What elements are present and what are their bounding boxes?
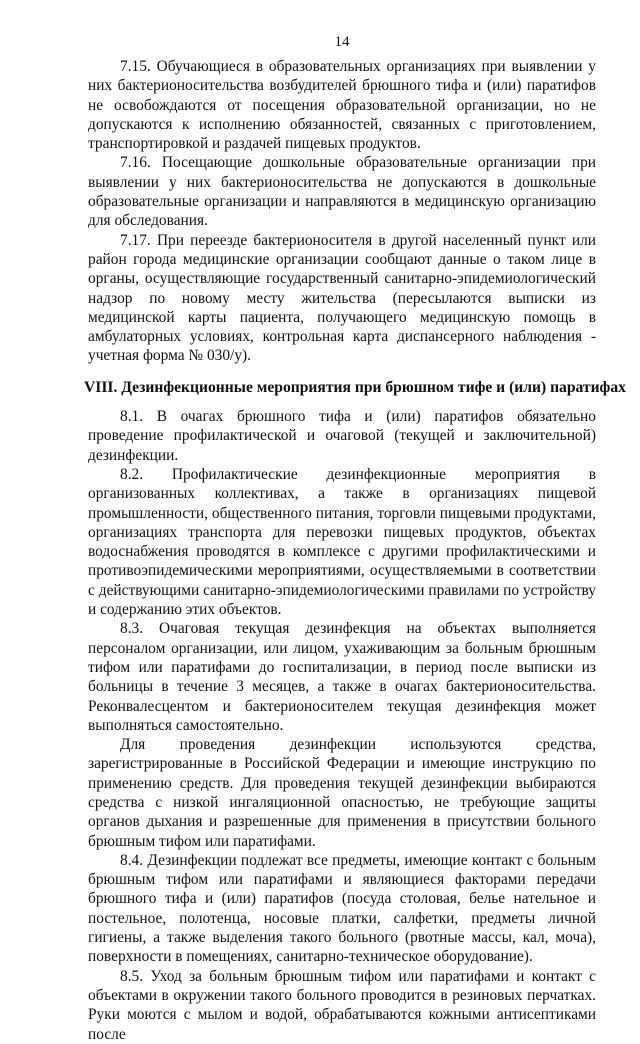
paragraph-8-2: 8.2. Профилактические дезинфекционные мероприятия в организованных коллективах, а также в организациях пищевой промышленности, общественного питания, торговли пищевыми продуктами, организациях транспорта для перевозки пищевых продуктов, объектах водоснабжения проводятся в комплексе с другими профилактическими и противоэпидемическими мероприятиями, осуществляемыми в соответствии с действующими санитарно-эпидемиологическими правилами по устройству и содержанию этих объектов. bbox=[88, 465, 596, 619]
paragraph-8-5: 8.5. Уход за больным брюшным тифом или паратифами и контакт с объектами в окружении такого больного проводится в резиновых перчатках. Руки моются с мылом и водой, обрабатываются кожными антисептиками после bbox=[88, 967, 596, 1043]
paragraph-7-16: 7.16. Посещающие дошкольные образовательные организации при выявлении у них бактерионосительства не допускаются в дошкольные образовательные организации и направляются в медицинскую организацию для обследования. bbox=[88, 154, 596, 230]
paragraph-8-1: 8.1. В очагах брюшного тифа и (или) паратифов обязательно проведение профилактической и очаговой (текущей и заключительной) дезинфекции. bbox=[88, 408, 596, 464]
paragraph-8-4: 8.4. Дезинфекции подлежат все предметы, имеющие контакт с больным брюшным тифом или паратифами и являющиеся факторами передачи брюшного тифа и (или) паратифов (посуда столовая, белье нательное и постельное, полотенца, носовые платки, салфетки, предметы личной гигиены, а также выделения такого больного (рвотные массы, кал, моча), поверхности в помещениях, санитарно-техническое оборудование). bbox=[88, 851, 596, 966]
paragraph-disinfection-means: Для проведения дезинфекции используются средства, зарегистрированные в Российской Федерации и имеющие инструкцию по применению средств. Для проведения текущей дезинфекции выбираются средства с низкой ингаляционной опасностью, не требующие защиты органов дыхания и разрешенные для применения в присутствии больного брюшным тифом или паратифами. bbox=[88, 736, 596, 850]
paragraph-7-17: 7.17. При переезде бактерионосителя в другой населенный пункт или район города медицинские организации сообщают данные о таком лице в органы, осуществляющие государственный санитарно-эпидемиологический надзор по новому месту жительства (пересылаются выписки из медицинской карты пациента, получающего медицинскую помощь в амбулаторных условиях, контрольная карта диспансерного наблюдения - учетная форма № 030/у). bbox=[88, 231, 596, 365]
paragraph-8-3: 8.3. Очаговая текущая дезинфекция на объектах выполняется персоналом организации, или лицом, ухаживающим за больным брюшным тифом или паратифами до госпитализации, в период после выписки из больницы в течение 3 месяцев, а также в очагах бактерионосительства. Реконвалесцентом и бактерионосителем текущая дезинфекция может выполняться самостоятельно. bbox=[88, 620, 596, 734]
page-number: 14 bbox=[334, 34, 350, 50]
document-body bbox=[84, 57, 626, 1044]
paragraph-7-15: 7.15. Обучающиеся в образовательных организациях при выявлении у них бактерионосительства возбудителей брюшного тифа и (или) паратифов не освобождаются от посещения образовательной организации, но не допускаются к исполнению обязанностей, связанных с приготовлением, транспортировкой и раздачей пищевых продуктов. bbox=[88, 58, 596, 153]
section-heading: VIII. Дезинфекционные мероприятия при брюшном тифе и (или) паратифах bbox=[84, 378, 626, 396]
